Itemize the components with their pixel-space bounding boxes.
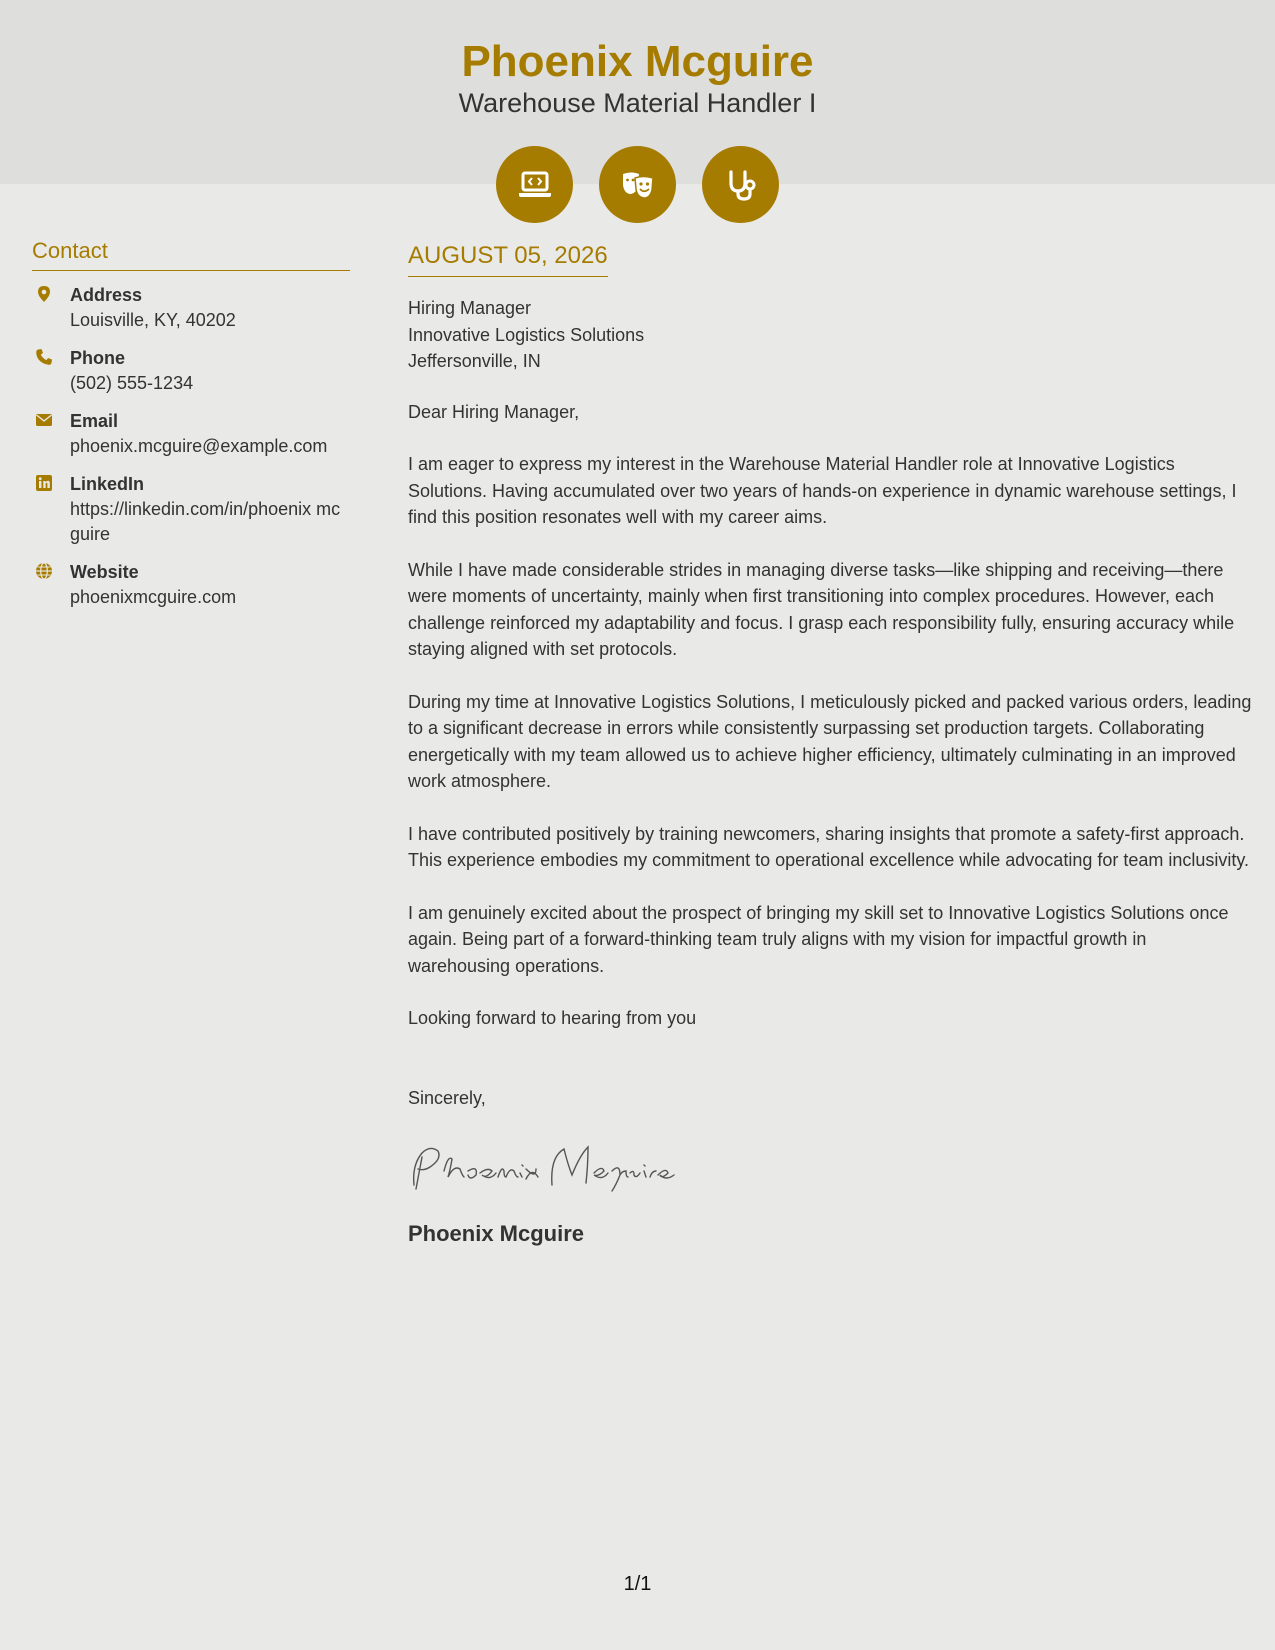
letter-paragraph: During my time at Innovative Logistics Solutions, I meticulously picked and packed various orders, leading to a significant decrease in errors while consistently surpassing set production targets. Collaborating energetically with my team allowed us to achieve higher efficiency, ultimately culminating in an improved work atmosphere. [408, 691, 1252, 791]
letter-paragraph: I have contributed positively by training newcomers, sharing insights that promote a safety-first approach. This experience embodies my commitment to operational excellence while advocating for team inclusivity. [408, 823, 1250, 870]
theater-masks-icon [618, 165, 658, 205]
contact-email [32, 409, 350, 459]
badge-masks [599, 146, 676, 223]
contact-value: (502) 555-1234 [70, 373, 194, 393]
contact-label: Email [70, 411, 119, 431]
globe-icon [35, 562, 53, 580]
stethoscope-icon [721, 165, 761, 205]
contact-label: Address [70, 285, 143, 305]
badge-laptop [496, 146, 573, 223]
contact-value[interactable]: https://linkedin.com/in/phoenix mcguire [70, 499, 341, 544]
badge-row [496, 146, 779, 223]
recipient-line: Hiring Manager [408, 298, 532, 318]
phone-icon [35, 348, 53, 366]
contact-sidebar [32, 236, 350, 623]
recipient-line: Innovative Logistics Solutions [408, 324, 645, 345]
letter-paragraph: While I have made considerable strides in managing diverse tasks—like shipping and receiving—there were moments of uncertainty, mainly when first transitioning into complex procedures. However, each challenge reinforced my adaptability and focus. I grasp each responsibility fully, ensuring accuracy while staying aligned with set protocols. [408, 559, 1235, 659]
badge-stethoscope [702, 146, 779, 223]
contact-list [32, 283, 350, 610]
closing: Sincerely, [408, 1087, 486, 1108]
recipient-line: Jeffersonville, IN [408, 351, 541, 371]
letter-paragraph: I am eager to express my interest in the Warehouse Material Handler role at Innovative Logistics Solutions. Having accumulated over two years of hands-on experience in dynamic warehouse settings, I find this position resonates well with my career aims. [408, 454, 1237, 527]
contact-value[interactable]: phoenixmcguire.com [70, 587, 237, 607]
candidate-name: Phoenix Mcguire [461, 37, 814, 86]
letter-paragraph: I am genuinely excited about the prospect of bringing my skill set to Innovative Logistics Solutions once again. Being part of a forward-thinking team truly aligns with my vision for impactful growth in warehousing operations. [408, 902, 1229, 976]
laptop-code-icon [515, 165, 555, 205]
contact-value: Louisville, KY, 40202 [70, 310, 236, 330]
contact-heading: Contact [32, 236, 350, 271]
salutation: Dear Hiring Manager, [408, 401, 580, 422]
job-title: Warehouse Material Handler I [458, 88, 817, 118]
location-pin-icon [35, 285, 53, 303]
contact-value[interactable]: phoenix.mcguire@example.com [70, 436, 328, 456]
contact-linkedin [32, 472, 350, 547]
linkedin-icon [35, 474, 53, 492]
letter-date: AUGUST 05, 2026 [408, 240, 608, 277]
envelope-icon [35, 411, 53, 429]
letter-paragraph: Looking forward to hearing from you [408, 1008, 697, 1028]
contact-website [32, 560, 350, 610]
handwritten-signature [408, 1135, 1253, 1195]
contact-label: LinkedIn [70, 474, 145, 494]
recipient-block [408, 295, 1253, 375]
contact-label: Phone [70, 348, 126, 368]
contact-label: Website [70, 562, 139, 582]
contact-phone [32, 346, 350, 396]
signer-name: Phoenix Mcguire [408, 1221, 585, 1246]
letter-body [408, 240, 1253, 1249]
page-number: 1/1 [623, 1573, 652, 1595]
contact-address [32, 283, 350, 333]
